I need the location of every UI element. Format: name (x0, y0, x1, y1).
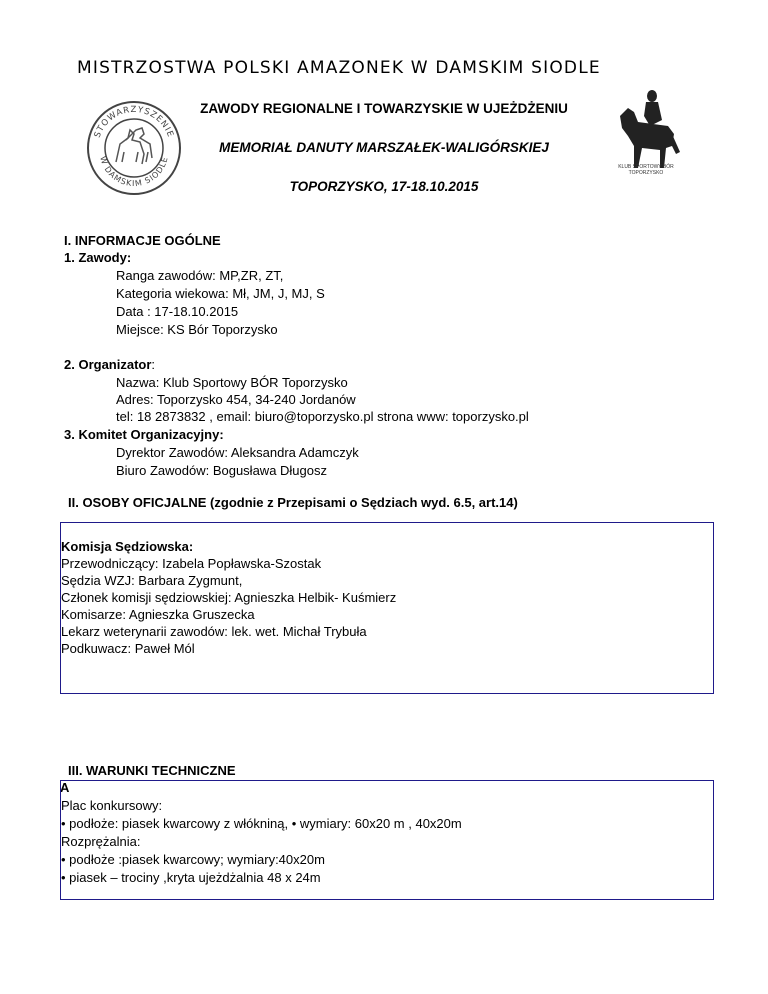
organizator-heading: 2. Organizator (64, 357, 152, 372)
club-logo (606, 86, 686, 192)
list-item: Nazwa: Klub Sportowy BÓR Toporzysko (116, 375, 348, 390)
section-2-heading: II. OSOBY OFICJALNE (zgodnie z Przepisami o Sędziach wyd. 6.5, art.14) (68, 495, 518, 510)
organizator-heading-line (64, 357, 155, 372)
list-item: Podkuwacz: Paweł Mól (61, 641, 195, 656)
script-title: MISTRZOSTWA POLSKI AMAZONEK W DAMSKIM SIODLE (77, 58, 601, 78)
list-item: Miejsce: KS Bór Toporzysko (116, 322, 278, 337)
zawody-heading: 1. Zawody: (64, 250, 132, 265)
list-item: Lekarz weterynarii zawodów: lek. wet. Michał Trybuła (61, 624, 367, 639)
svg-text:STOWARZYSZENIE: STOWARZYSZENIE (92, 105, 176, 140)
list-item: Członek komisji sędziowskiej: Agnieszka Helbik- Kuśmierz (61, 590, 397, 605)
list-item: • podłoże :piasek kwarcowy; wymiary:40x20m (61, 852, 325, 867)
list-item: • podłoże: piasek kwarcowy z włókniną, • wymiary: 60x20 m , 40x20m (61, 816, 462, 831)
list-item: Sędzia WZJ: Barbara Zygmunt, (61, 573, 243, 588)
club-logo-caption: KLUB SPORTOWY BÓR TOPORZYSKO (618, 164, 674, 176)
list-item: Dyrektor Zawodów: Aleksandra Adamczyk (116, 445, 359, 460)
list-item: • piasek – trociny ,kryta ujeżdżalnia 48 x 24m (61, 870, 321, 885)
list-item: Ranga zawodów: MP,ZR, ZT, (116, 268, 284, 283)
list-item: Biuro Zawodów: Bogusława Długosz (116, 463, 327, 478)
list-item: Rozprężalnia: (61, 834, 141, 849)
list-item: Data : 17-18.10.2015 (116, 304, 239, 319)
header-line-1: ZAWODY REGIONALNE I TOWARZYSKIE W UJEŻDŻENIU (200, 101, 568, 116)
section-1-heading: I. INFORMACJE OGÓLNE (64, 233, 221, 248)
organizator-colon: : (151, 357, 156, 372)
section-3-sub: A (60, 780, 70, 795)
list-item: tel: 18 2873832 , email: biuro@toporzysko.pl strona www: toporzysko.pl (116, 409, 529, 424)
section-3-heading: III. WARUNKI TECHNICZNE (68, 763, 236, 778)
komitet-heading: 3. Komitet Organizacyjny: (64, 427, 224, 442)
header-line-3: TOPORZYSKO, 17-18.10.2015 (289, 179, 479, 194)
svg-text:W DAMSKIM SIODLE: W DAMSKIM SIODLE (98, 155, 170, 189)
list-item: Kategoria wiekowa: Mł, JM, J, MJ, S (116, 286, 325, 301)
association-logo (86, 100, 182, 196)
list-item: Plac konkursowy: (61, 798, 163, 813)
list-item: Adres: Toporzysko 454, 34-240 Jordanów (116, 392, 356, 407)
warunki-box (60, 780, 714, 900)
komisja-heading: Komisja Sędziowska: (61, 539, 194, 554)
komisja-box (60, 522, 714, 694)
list-item: Przewodniczący: Izabela Popławska-Szostak (61, 556, 322, 571)
list-item: Komisarze: Agnieszka Gruszecka (61, 607, 255, 622)
header-line-2: MEMORIAŁ DANUTY MARSZAŁEK-WALIGÓRSKIEJ (219, 140, 549, 155)
